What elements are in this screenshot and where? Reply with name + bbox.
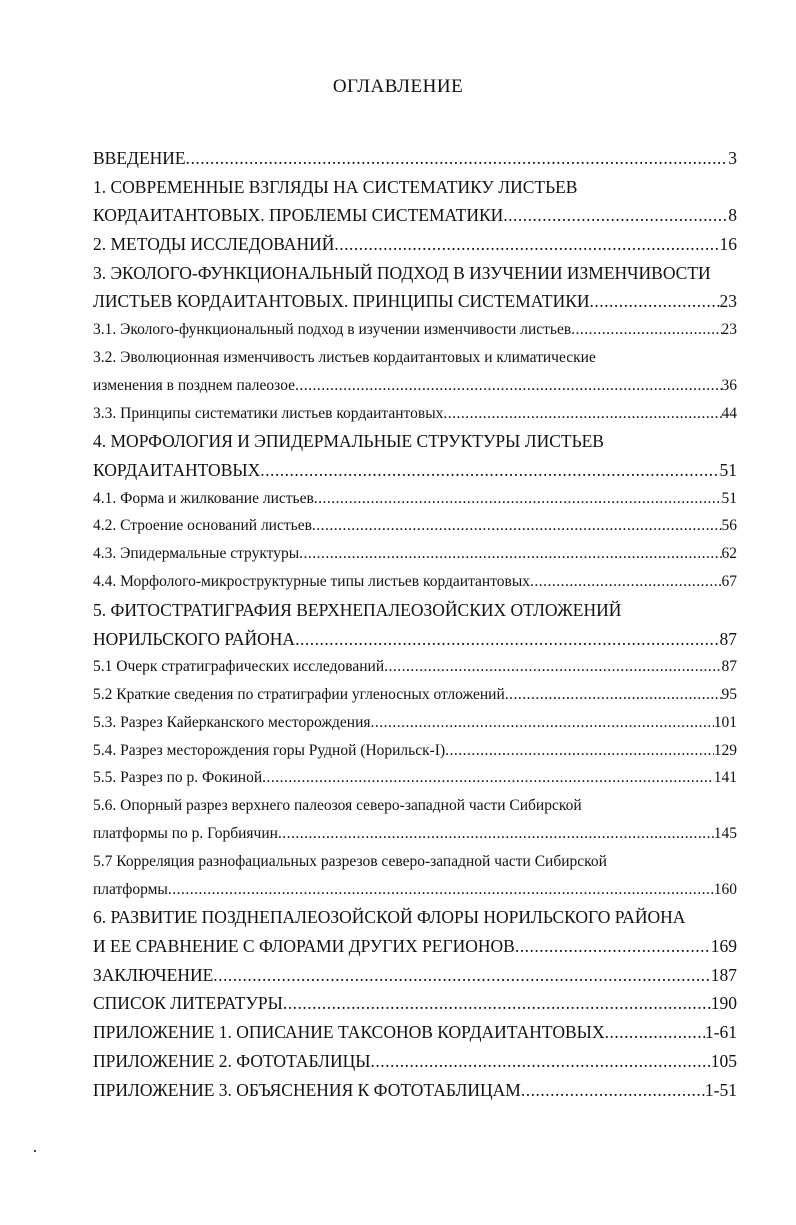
toc-leader-dots: [262, 764, 714, 792]
toc-entry: [93, 1047, 737, 1076]
toc-entry: [93, 903, 737, 932]
toc-entry: [93, 144, 737, 173]
toc-entry-title: 5.3. Разрез Кайерканского месторождения: [93, 713, 371, 731]
toc-leader-dots: [213, 961, 710, 990]
toc-leader-dots: [186, 144, 729, 173]
toc-entry-page: 129: [713, 741, 737, 759]
toc-entry-title: 6. РАЗВИТИЕ ПОЗДНЕПАЛЕОЗОЙСКОЙ ФЛОРЫ НОРИЛЬСКОГО РАЙОНА: [93, 907, 686, 928]
toc-entry-title: ПРИЛОЖЕНИЕ 3. ОБЪЯСНЕНИЯ К ФОТОТАБЛИЦАМ: [93, 1079, 521, 1100]
toc-leader-dots: [299, 540, 721, 568]
toc-entry-title: 3.2. Эволюционная изменчивость листьев кордаитантовых и климатические: [93, 348, 596, 366]
toc-entry-title: изменения в позднем палеозое: [93, 376, 296, 394]
toc-entry-page: 190: [710, 993, 737, 1014]
toc-entry-title: 5.4. Разрез месторождения горы Рудной (Норильск-I): [93, 741, 446, 759]
toc-leader-dots: [278, 820, 714, 848]
toc-entry-title: платформы: [93, 880, 168, 898]
toc-entry-title: 3.3. Принципы систематики листьев кордаитантовых: [93, 404, 444, 422]
page-title: ОГЛАВЛЕНИЕ: [332, 76, 464, 97]
toc-entry: [93, 764, 737, 792]
toc-entry-title: И ЕЕ СРАВНЕНИЕ С ФЛОРАМИ ДРУГИХ РЕГИОНОВ: [93, 936, 515, 957]
toc-leader-dots: [443, 400, 721, 428]
toc-entry-title: ВВЕДЕНИЕ: [93, 148, 186, 168]
toc-leader-dots: [505, 681, 722, 709]
toc-entry-title: 2. МЕТОДЫ ИССЛЕДОВАНИЙ: [93, 234, 335, 255]
toc-entry-title: 4.3. Эпидермальные структуры: [93, 545, 300, 563]
toc-entry-page: 62: [721, 545, 737, 563]
table-of-contents: [93, 144, 737, 1104]
toc-entry-page: 67: [721, 573, 737, 591]
toc-entry: [93, 1018, 737, 1047]
toc-entry-page: 56: [721, 517, 737, 535]
toc-leader-dots: [371, 709, 714, 737]
toc-entry: [93, 737, 737, 765]
toc-entry-title: 3. ЭКОЛОГО-ФУНКЦИОНАЛЬНЫЙ ПОДХОД В ИЗУЧЕНИИ ИЗМЕНЧИВОСТИ: [93, 262, 711, 283]
toc-leader-dots: [515, 932, 711, 961]
toc-leader-dots: [605, 1018, 705, 1047]
toc-entry-page: 105: [710, 1050, 737, 1071]
toc-leader-dots: [384, 653, 721, 681]
toc-entry-title: ЛИСТЬЕВ КОРДАИТАНТОВЫХ. ПРИНЦИПЫ СИСТЕМАТИКИ: [93, 291, 590, 312]
toc-entry: [93, 344, 737, 372]
toc-entry: [93, 316, 737, 344]
toc-entry: [93, 681, 737, 709]
toc-entry: [93, 512, 737, 540]
toc-entry: [93, 540, 737, 568]
toc-entry-page: 101: [713, 713, 737, 731]
toc-entry-page: 1-51: [704, 1079, 737, 1100]
toc-entry-page: 3: [728, 148, 737, 168]
toc-entry-page: 8: [728, 205, 737, 226]
toc-entry: [93, 427, 737, 456]
toc-entry: [93, 653, 737, 681]
toc-entry: [93, 961, 737, 990]
toc-leader-dots: [590, 287, 720, 316]
toc-entry: [93, 625, 737, 654]
toc-entry-page: 87: [719, 628, 737, 649]
toc-entry-title: КОРДАИТАНТОВЫХ. ПРОБЛЕМЫ СИСТЕМАТИКИ: [93, 205, 504, 226]
toc-leader-dots: [168, 876, 714, 904]
toc-entry-page: 95: [721, 686, 737, 704]
toc-entry-page: 1-61: [704, 1022, 737, 1043]
toc-leader-dots: [283, 989, 711, 1018]
toc-entry-title: 5.5. Разрез по р. Фокиной: [93, 769, 263, 787]
toc-entry: [93, 596, 737, 625]
toc-entry-page: 23: [721, 321, 737, 339]
toc-entry-title: НОРИЛЬСКОГО РАЙОНА: [93, 628, 296, 649]
toc-entry-page: 187: [710, 964, 737, 985]
toc-entry: [93, 876, 737, 904]
toc-entry: [93, 820, 737, 848]
toc-entry: [93, 201, 737, 230]
toc-entry-title: СПИСОК ЛИТЕРАТУРЫ: [93, 993, 283, 1014]
toc-entry-page: 160: [713, 880, 737, 898]
toc-entry-page: 23: [719, 291, 737, 312]
toc-entry: [93, 932, 737, 961]
toc-leader-dots: [295, 372, 721, 400]
toc-entry-title: 4. МОРФОЛОГИЯ И ЭПИДЕРМАЛЬНЫЕ СТРУКТУРЫ ЛИСТЬЕВ: [93, 431, 604, 452]
toc-entry: [93, 173, 737, 202]
toc-entry-title: 5.6. Опорный разрез верхнего палеозоя северо-западной части Сибирской: [93, 797, 582, 815]
toc-entry-title: 5.2 Краткие сведения по стратиграфии угленосных отложений: [93, 686, 505, 704]
toc-entry-title: ПРИЛОЖЕНИЕ 1. ОПИСАНИЕ ТАКСОНОВ КОРДАИТАНТОВЫХ: [93, 1022, 605, 1043]
toc-entry-title: 4.2. Строение оснований листьев: [93, 517, 312, 535]
toc-entry-page: 16: [719, 234, 737, 255]
toc-entry: [93, 485, 737, 513]
toc-entry-page: 51: [719, 460, 737, 480]
toc-entry: [93, 230, 737, 259]
toc-leader-dots: [530, 568, 721, 596]
toc-leader-dots: [371, 1047, 711, 1076]
toc-entry-title: 3.1. Эколого-функциональный подход в изучении изменчивости листьев: [93, 321, 572, 339]
toc-entry-title: КОРДАИТАНТОВЫХ: [93, 460, 261, 480]
toc-entry-page: 141: [713, 769, 737, 787]
toc-leader-dots: [295, 625, 719, 654]
toc-leader-dots: [503, 201, 728, 230]
toc-entry-title: 5. ФИТОСТРАТИГРАФИЯ ВЕРХНЕПАЛЕОЗОЙСКИХ ОТЛОЖЕНИЙ: [93, 599, 622, 620]
toc-leader-dots: [571, 316, 721, 344]
scan-speck: [34, 1150, 36, 1152]
toc-entry: [93, 400, 737, 428]
toc-entry: [93, 1076, 737, 1105]
toc-entry-title: 5.1 Очерк стратиграфических исследований: [93, 658, 385, 676]
toc-entry-title: 4.4. Морфолого-микроструктурные типы листьев кордаитантовых: [93, 573, 531, 591]
toc-entry-title: 4.1. Форма и жилкование листьев: [93, 489, 314, 507]
toc-entry-title: ЗАКЛЮЧЕНИЕ: [93, 964, 214, 985]
toc-leader-dots: [314, 485, 722, 513]
toc-entry: [93, 848, 737, 876]
toc-entry: [93, 568, 737, 596]
toc-entry: [93, 989, 737, 1018]
toc-entry-page: 169: [710, 936, 737, 957]
toc-leader-dots: [260, 456, 719, 485]
toc-entry: [93, 259, 737, 288]
toc-entry-page: 145: [713, 825, 737, 843]
toc-leader-dots: [334, 230, 719, 259]
toc-entry-title: платформы по р. Горбиячин: [93, 825, 278, 843]
toc-leader-dots: [521, 1076, 705, 1105]
toc-entry-title: 1. СОВРЕМЕННЫЕ ВЗГЛЯДЫ НА СИСТЕМАТИКУ ЛИСТЬЕВ: [93, 176, 578, 197]
toc-entry: [93, 456, 737, 485]
toc-entry-page: 51: [721, 489, 737, 507]
toc-entry-page: 87: [721, 658, 737, 676]
toc-entry-title: 5.7 Корреляция разнофациальных разрезов северо-западной части Сибирской: [93, 852, 607, 870]
toc-entry-page: 36: [721, 376, 737, 394]
toc-entry: [93, 372, 737, 400]
toc-entry-page: 44: [721, 404, 737, 422]
toc-leader-dots: [312, 512, 722, 540]
toc-entry: [93, 792, 737, 820]
toc-entry: [93, 287, 737, 316]
toc-leader-dots: [445, 737, 714, 765]
toc-entry: [93, 709, 737, 737]
toc-entry-title: ПРИЛОЖЕНИЕ 2. ФОТОТАБЛИЦЫ: [93, 1050, 371, 1071]
